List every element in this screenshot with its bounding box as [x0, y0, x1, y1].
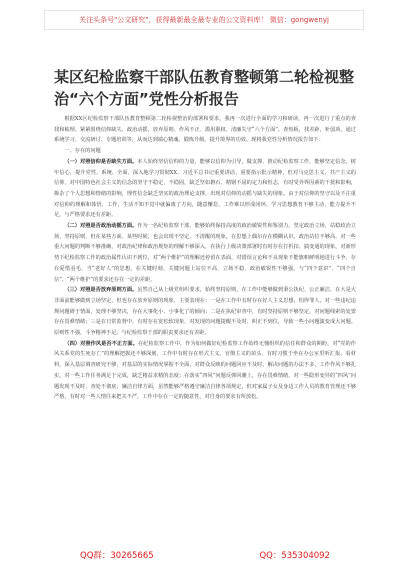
promo-banner-text: 关注头条号"公文研究"，获得最新最全最专业的公文资料库！ 微信：gongwenyj [79, 16, 329, 24]
paragraph-style [54, 339, 356, 403]
paragraph-principles-heading: （三）对照是否放弃原则方面。 [64, 287, 138, 294]
document-body [54, 114, 356, 403]
paragraph-faith-text: 本人始终坚信信仰的力量，能够以信仰为引导，做支撑，推动纪检监察工作，能够坚定信念，树牢信心，提升党性，系统、全面、深入地学习贯彻XX、习近平总书记重要讲话、重要指示批示精神，但对马克思主义、共产主义的信仰，对中国特色社会主义的信念的坚守不稳定，不稳固，缺乏坚如磐石、精钢不屈的定力和恒志，有时受外界因素的干扰和影响，掺杂了个人思想和情绪的影响，理性信念缺乏坚实的政治理论支撑，出现对信仰的动摇与缺失的现象。由于对信仰的坚守以及不注重对信仰的理解和体悟，工作、生活不知不觉中就偏离了方向，随意懈怠，工作难以形成闭环，学习思想教育不够主动，能力提升不足，与严格要求还有差距。 [54, 158, 356, 219]
paragraph-politics-text: 作为一名纪检监察干部，能够始终保持高度的政治敏锐性和鉴别力，坚定政治立场，站稳政治立场，坚持原则，但在某些方面、某些时候，也会出现不坚定、不清醒的现象，在思想上偶尔存在模糊认识，政治站位不够高，对一些重大问题的判断不够准确，对政治纪律和政治规矩的理解不够深入，在执行上级决策部署时有时存在打折扣、搞变通的现象，对新形势下纪检监察工作的政治属性认识不到位，对“两个维护”的理解还停留在表面，对错误言论和不良现象不能旗帜鲜明地进行斗争，存在爱惜羽毛、当“老好人”的思想，在关键时刻、关键问题上站位不高、立场不稳，政治敏锐性不够强，与“四个意识”、“四个自信”、“两个维护”的要求还存在一定的差距。 [54, 223, 356, 283]
paragraph-principles-text: 虽然自己从上级党组织要求，始终坚持原则，在工作中能够做到秉公执纪、公正廉洁，在大是大非面前能够做到立场坚定，但也存在放弃原则的现象，主要表现在：一是在工作中有时存在好人主义思想，怕得罪人，对一些违纪违规问题碍于情面，处理不够坚决，存在大事化小、小事化了的倾向；二是在执纪审查中，有时坚持原则不够坚定，对问题线索的处置存在畏难情绪；三是在日常监督中，有时存在宽松软现象，对发现的问题提醒不及时、纠正不到位，导致一些小问题演变成大问题。原则性不强，斗争精神不足，与纪检监察干部的职责要求还有差距。 [54, 287, 356, 337]
intro-paragraph: 根据XX区纪检监察干部队伍教育整顿第二轮检视整治的部署和要求，我再一次进行全面的学习和研读，再一次进行了重点的查找和梳理。紧紧围绕信仰缺失、政治动摇，放弃原则、作风不正、滥用职权、清廉失守“六个方面”，查短板，找差距，补弱项，通过系统学习、交流研讨、专题培训等，从而达到端心精魂、锻炼升级、提升境界的功效。现将我党性分析情况报告如下： [54, 116, 356, 144]
paragraph-style-text: 在纪检监察工作中，作为如何做好纪检监察工作始终无愧组织的信任和群众的期盼，对“党的作风关系党的生死存亡”的理解把握还不够深刻，工作中有时存在形式主义、官僚主义的苗头，有时习惯于坐在办公室里听汇报、看材料，深入基层调查研究不够，对基层的实际情况掌握不全面，对群众反映的问题回应不及时，解决问题的办法不多，工作作风不够扎实，对一些工作任务满足于完成，缺乏精益求精的态度；在落实“四风”问题反弹回潮上，存在畏难情绪，对一些隐形变异的“四风”问题发现不及时、查处不彻底；廉洁自律方面，虽然能够严格遵守廉洁自律各项规定，但对家属子女及身边工作人员的教育管理还不够严格，有时对一些人情往来把关不严，工作中存在一定的随意性，对自身的要求有所放松。 [54, 340, 356, 401]
contact-footer [80, 549, 330, 563]
paragraph-faith-heading: （一）对照信仰是否缺失方面。 [64, 158, 138, 165]
qq-group-number: QQ群：30265665 [80, 551, 154, 561]
paragraph-style-heading: （四）对照作风是否不正方面。 [64, 340, 138, 347]
paragraph-principles [54, 285, 356, 339]
promo-banner[interactable] [44, 10, 364, 30]
document-title: 某区纪检监察干部队伍教育整顿第二轮检视整治“六个方面”党性分析报告 [54, 68, 355, 108]
paragraph-politics-heading: （二）对照是否政治动摇方面。 [64, 223, 138, 230]
qq-number: QQ：535304092 [259, 551, 330, 561]
paragraph-politics [54, 221, 356, 285]
paragraph-faith [54, 157, 356, 221]
section-heading: 一、存在的问题 [64, 148, 101, 155]
